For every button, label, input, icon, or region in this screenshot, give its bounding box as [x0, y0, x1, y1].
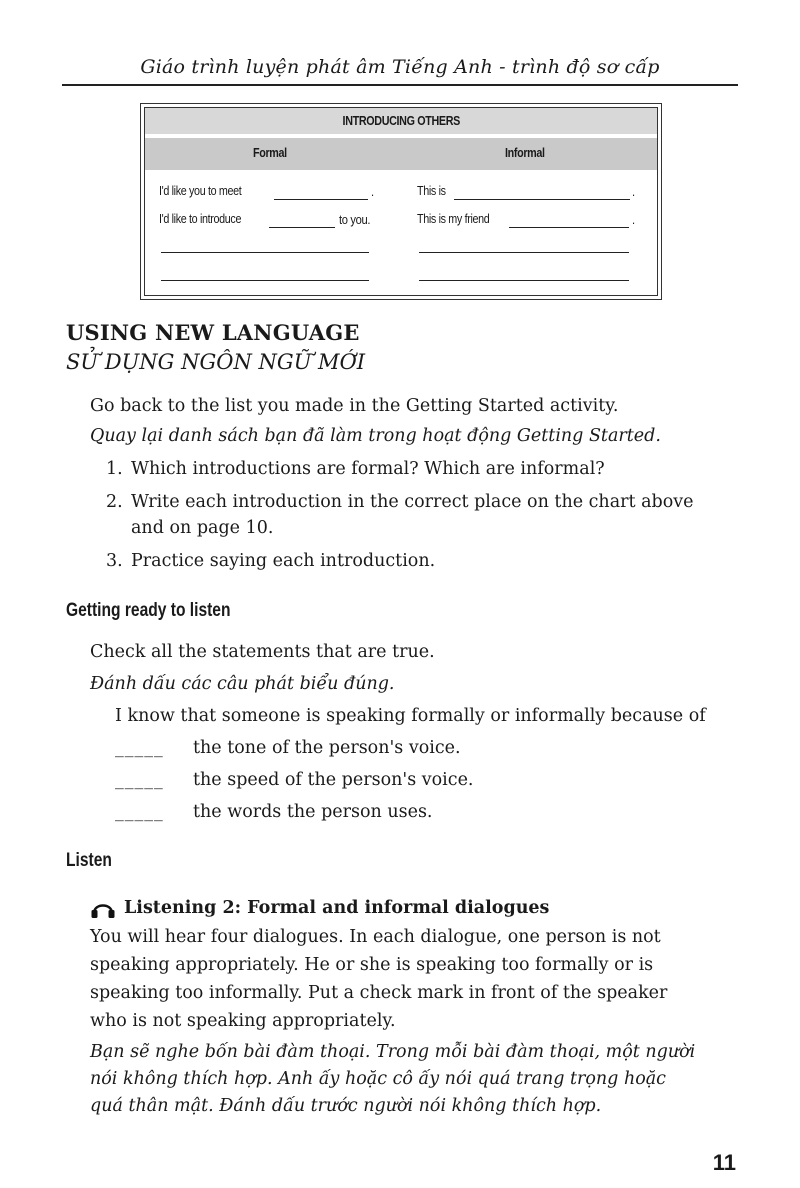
formal-row-2-suffix: to you.: [339, 212, 371, 227]
getting-ready-instruction-en: Check all the statements that are true.: [90, 642, 435, 662]
getting-ready-lead: I know that someone is speaking formally or informally because of: [115, 706, 706, 726]
introducing-others-table: [140, 103, 662, 300]
informal-row-prefix: This is my friend: [417, 212, 490, 226]
listen-body-en-line: You will hear four dialogues. In each dialogue, one person is not: [90, 927, 661, 947]
formal-row-1-suffix: .: [371, 184, 374, 199]
check-option: the tone of the person's voice.: [193, 738, 461, 758]
listen-body-vi-line: nói không thích hợp. Anh ấy hoặc cô ấy nói quá trang trọng hoặc: [90, 1069, 666, 1089]
list-item-text: Write each introduction in the correct place on the chart above: [131, 492, 694, 512]
formal-row-1: [159, 184, 255, 199]
using-instruction-vi: Quay lại danh sách bạn đã làm trong hoạt động Getting Started.: [90, 426, 661, 446]
informal-row-1-blank: [454, 199, 630, 200]
informal-row-prefix: This is: [417, 184, 446, 198]
listen-body-vi-line: quá thân mật. Đánh dấu trước người nói không thích hợp.: [90, 1096, 602, 1116]
section-title-using-new-language: USING NEW LANGUAGE: [66, 320, 360, 345]
listen-body-vi-line: Bạn sẽ nghe bốn bài đàm thoại. Trong mỗi bài đàm thoại, một người: [90, 1042, 696, 1062]
formal-empty-line-2: [161, 280, 369, 281]
list-item-number: 2.: [106, 492, 123, 512]
informal-row-2: [417, 212, 501, 227]
check-option: the words the person uses.: [193, 802, 433, 822]
list-item-text-continued: and on page 10.: [131, 518, 274, 538]
check-blank[interactable]: _____: [115, 770, 164, 790]
listen-body-en-line: speaking appropriately. He or she is speaking too formally or is: [90, 955, 654, 975]
headphone-icon: [90, 897, 116, 919]
formal-empty-line-1: [161, 252, 369, 253]
using-instruction-en: Go back to the list you made in the Getting Started activity.: [90, 396, 619, 416]
table-column-header-band: [145, 138, 657, 170]
column-header-informal: Informal: [505, 146, 545, 160]
header-rule: [62, 84, 738, 86]
section-title-getting-ready: Getting ready to listen: [66, 600, 231, 621]
informal-row-1-suffix: .: [632, 184, 635, 199]
column-header-formal: Formal: [253, 146, 287, 160]
formal-row-2: [159, 212, 254, 227]
informal-row-1: [417, 184, 450, 199]
section-title-listen: Listen: [66, 850, 112, 871]
informal-empty-line-2: [419, 280, 629, 281]
formal-row-1-blank: [274, 199, 368, 200]
list-item-text: Which introductions are formal? Which are informal?: [131, 459, 605, 479]
listen-body-en-line: speaking too informally. Put a check mark in front of the speaker: [90, 983, 668, 1003]
check-option: the speed of the person's voice.: [193, 770, 474, 790]
informal-empty-line-1: [419, 252, 629, 253]
formal-row-prefix: I'd like to introduce: [159, 212, 242, 226]
formal-row-2-blank: [269, 227, 335, 228]
table-inner-frame: [144, 107, 658, 296]
list-item-text: Practice saying each introduction.: [131, 551, 436, 571]
table-title: INTRODUCING OTHERS: [342, 114, 460, 128]
section-subtitle-vietnamese: SỬ DỤNG NGÔN NGỮ MỚI: [66, 350, 366, 374]
exercise-title: Listening 2: Formal and informal dialogues: [124, 898, 550, 918]
informal-row-2-suffix: .: [632, 212, 635, 227]
list-item-number: 3.: [106, 551, 123, 571]
formal-row-prefix: I'd like you to meet: [159, 184, 242, 198]
page-number: 11: [712, 1150, 736, 1175]
check-blank[interactable]: _____: [115, 738, 164, 758]
table-title-band: [145, 108, 657, 134]
running-header: Giáo trình luyện phát âm Tiếng Anh - trình độ sơ cấp: [140, 56, 660, 78]
listen-body-en-line: who is not speaking appropriately.: [90, 1011, 396, 1031]
check-blank[interactable]: _____: [115, 802, 164, 822]
informal-row-2-blank: [509, 227, 629, 228]
getting-ready-instruction-vi: Đánh dấu các câu phát biểu đúng.: [90, 674, 395, 694]
list-item-number: 1.: [106, 459, 123, 479]
